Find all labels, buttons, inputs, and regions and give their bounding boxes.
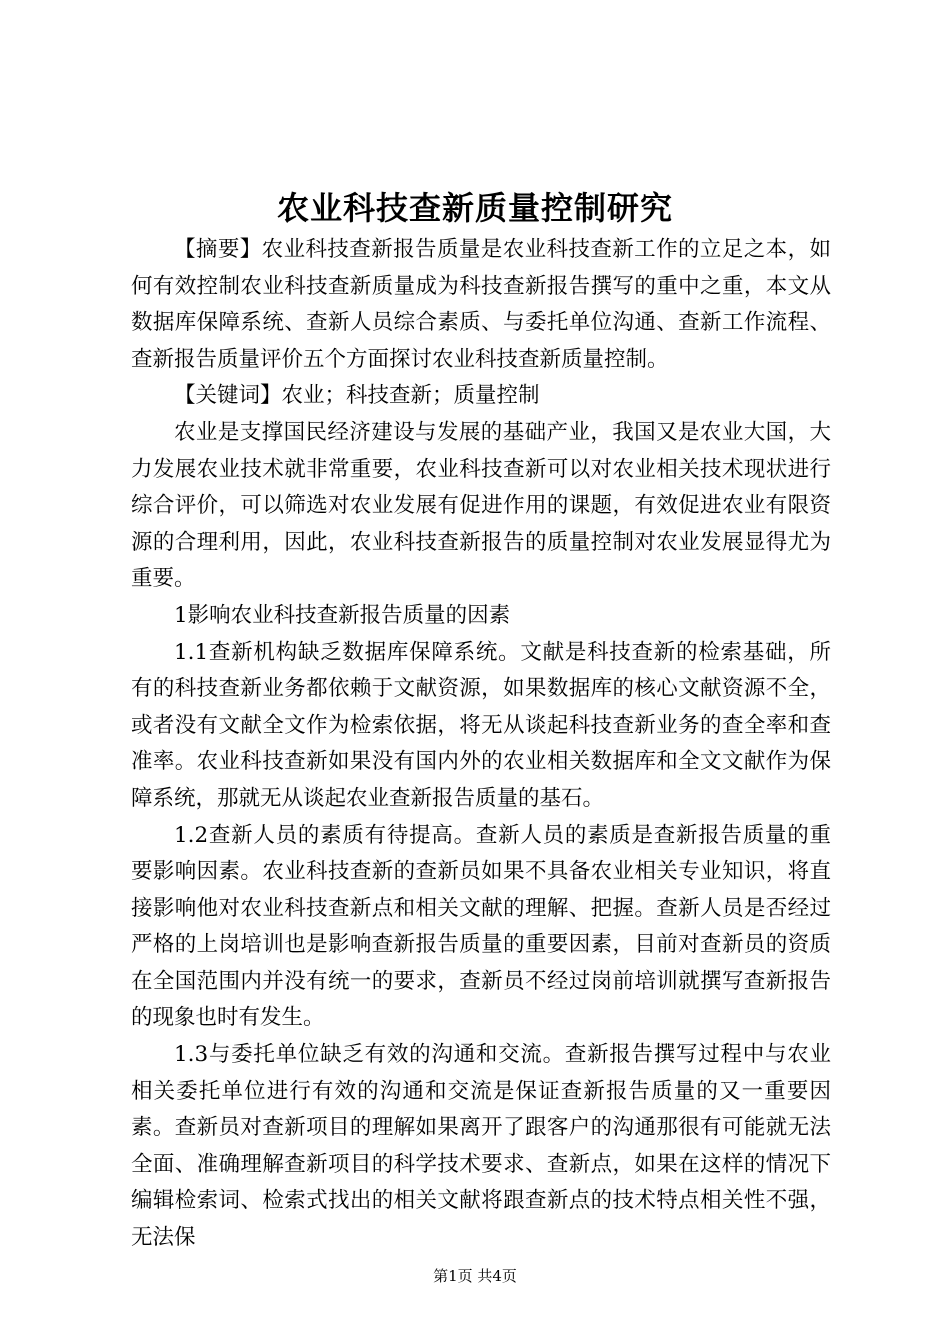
page-footer: 第1页 共4页 [433, 1267, 517, 1285]
section-heading: 1影响农业科技查新报告质量的因素 [174, 602, 511, 628]
keywords-paragraph: 【关键词】农业；科技查新；质量控制 [174, 383, 540, 409]
body-paragraph: 1.2查新人员的素质有待提高。查新人员的素质是查新报告质量的重要影响因素。农业科技查新的查新员如果不具备农业相关专业知识，将直接影响他对农业科技查新点和相关文献的理解、把握。查新人员是否经过严格的上岗培训也是影响查新报告质量的重要因素，目前对查新员的资质在全国范围内并没有统一的要求，查新员不经过岗前培训就撰写查新报告的现象也时有发生。 [131, 822, 831, 1031]
document-title: 农业科技查新质量控制研究 [276, 189, 673, 227]
intro-paragraph: 农业是支撑国民经济建设与发展的基础产业，我国又是农业大国，大力发展农业技术就非常重要，农业科技查新可以对农业相关技术现状进行综合评价，可以筛选对农业发展有促进作用的课题，有效促进农业有限资源的合理利用，因此，农业科技查新报告的质量控制对农业发展显得尤为重要。 [131, 419, 831, 592]
abstract-paragraph: 【摘要】农业科技查新报告质量是农业科技查新工作的立足之本，如何有效控制农业科技查新质量成为科技查新报告撰写的重中之重，本文从数据库保障系统、查新人员综合素质、与委托单位沟通、查新工作流程、查新报告质量评价五个方面探讨农业科技查新质量控制。 [131, 237, 831, 372]
body-paragraph: 1.1查新机构缺乏数据库保障系统。文献是科技查新的检索基础，所有的科技查新业务都依赖于文献资源，如果数据库的核心文献资源不全，或者没有文献全文作为检索依据，将无从谈起科技查新业务的查全率和查准率。农业科技查新如果没有国内外的农业相关数据库和全文文献作为保障系统，那就无从谈起农业查新报告质量的基石。 [131, 639, 831, 811]
body-paragraph: 1.3与委托单位缺乏有效的沟通和交流。查新报告撰写过程中与农业相关委托单位进行有效的沟通和交流是保证查新报告质量的又一重要因素。查新员对查新项目的理解如果离开了跟客户的沟通那很有可能就无法全面、准确理解查新项目的科学技术要求、查新点，如果在这样的情况下编辑检索词、检索式找出的相关文献将跟查新点的技术特点相关性不强，无法保 [131, 1042, 831, 1251]
document-body [131, 232, 831, 1257]
